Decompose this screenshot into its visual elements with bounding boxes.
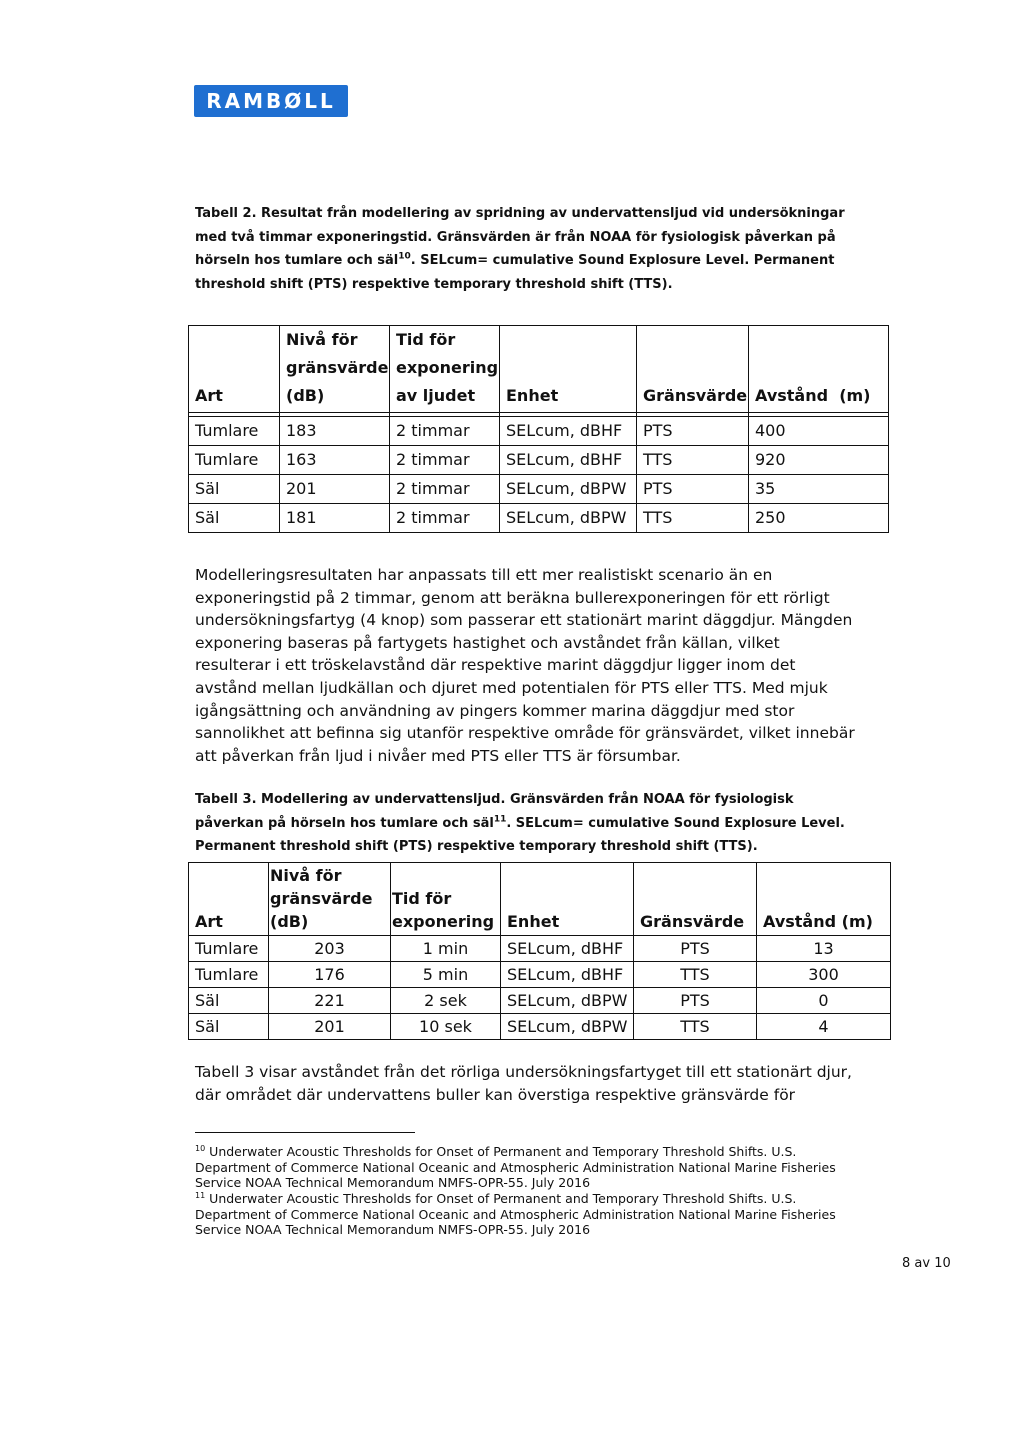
table2-header-row: [189, 326, 889, 413]
table-row: [189, 1014, 891, 1040]
cell-art: Tumlare: [189, 417, 280, 446]
cell-avstand: 35: [749, 475, 889, 504]
cell-niva: 183: [280, 417, 390, 446]
footnote-ref-11: 11: [493, 814, 507, 825]
cell-art: Säl: [189, 1014, 269, 1040]
table3-header-enhet: Enhet: [501, 863, 634, 936]
table2-caption-text-end: . SELcum= cumulative Sound Explosure Level. Permanent threshold shift (PTS) respektive temporary threshold shift (TTS).: [195, 253, 835, 292]
cell-niva: 163: [280, 446, 390, 475]
footnote-ref-10: 10: [398, 251, 411, 262]
cell-avstand: 400: [749, 417, 889, 446]
table3-header-art: Art: [189, 863, 269, 936]
cell-niva: 181: [280, 504, 390, 533]
cell-avstand: 300: [757, 962, 891, 988]
cell-gransvarde: PTS: [637, 417, 749, 446]
cell-tid: 2 timmar: [390, 446, 500, 475]
cell-enhet: SELcum, dBHF: [500, 417, 637, 446]
footnote-text: Underwater Acoustic Thresholds for Onset of Permanent and Temporary Threshold Shifts. U.S. Department of Commerce National Oceanic and Atmospheric Administration National Marine Fisheries Service NOAA Technical Memorandum NMFS-OPR-55. July 2016: [195, 1191, 836, 1238]
cell-enhet: SELcum, dBHF: [501, 936, 634, 962]
table2-header-tid: Tid för exponering av ljudet: [390, 326, 500, 413]
table2-header-art: Art: [189, 326, 280, 413]
table3-header-row: [189, 863, 891, 936]
cell-gransvarde: PTS: [637, 475, 749, 504]
cell-niva: 221: [269, 988, 391, 1014]
footnote-divider: [195, 1132, 415, 1133]
cell-enhet: SELcum, dBHF: [501, 962, 634, 988]
table3-header-avstand: Avstånd (m): [757, 863, 891, 936]
cell-tid: 2 sek: [391, 988, 501, 1014]
cell-tid: 2 timmar: [390, 417, 500, 446]
table-row: [189, 417, 889, 446]
cell-art: Tumlare: [189, 962, 269, 988]
cell-tid: 2 timmar: [390, 504, 500, 533]
table3-header-tid: Tid för exponering: [391, 863, 501, 936]
footnote-11: [195, 1191, 845, 1238]
table3-header-gransvarde: Gränsvärde: [634, 863, 757, 936]
cell-tid: 10 sek: [391, 1014, 501, 1040]
cell-gransvarde: TTS: [634, 962, 757, 988]
cell-gransvarde: PTS: [634, 988, 757, 1014]
cell-avstand: 4: [757, 1014, 891, 1040]
table3-caption-text: Tabell 3. Modellering av undervattensljud. Gränsvärden från NOAA för fysiologisk påverkan på hörseln hos tumlare och säl: [195, 792, 794, 831]
cell-art: Tumlare: [189, 446, 280, 475]
table2-caption: [195, 202, 855, 296]
footnote-number: 11: [195, 1190, 206, 1200]
page-number: 8 av 10: [902, 1256, 951, 1271]
table3-caption: [195, 788, 855, 859]
table2: [188, 325, 889, 533]
cell-art: Tumlare: [189, 936, 269, 962]
table-row: [189, 504, 889, 533]
cell-tid: 2 timmar: [390, 475, 500, 504]
cell-tid: 5 min: [391, 962, 501, 988]
cell-enhet: SELcum, dBPW: [500, 504, 637, 533]
cell-niva: 201: [269, 1014, 391, 1040]
footnote-10: [195, 1144, 845, 1191]
cell-avstand: 920: [749, 446, 889, 475]
cell-gransvarde: TTS: [637, 504, 749, 533]
table2-caption-text: Tabell 2. Resultat från modellering av spridning av undervattensljud vid undersökningar med två timmar exponeringstid. Gränsvärden är från NOAA för fysiologisk påverkan på hörseln hos tumlare och säl: [195, 206, 845, 268]
table2-header-avstand: Avstånd (m): [749, 326, 889, 413]
cell-enhet: SELcum, dBPW: [501, 1014, 634, 1040]
body-paragraph-2: Tabell 3 visar avståndet från det rörliga undersökningsfartyget till ett stationärt djur, där området där undervattens buller kan överstiga respektive gränsvärde för: [195, 1063, 852, 1104]
cell-avstand: 250: [749, 504, 889, 533]
cell-gransvarde: TTS: [634, 1014, 757, 1040]
cell-art: Säl: [189, 475, 280, 504]
cell-enhet: SELcum, dBPW: [501, 988, 634, 1014]
table-row: [189, 936, 891, 962]
table3-header-niva: Nivå för gränsvärde (dB): [269, 863, 391, 936]
table-row: [189, 475, 889, 504]
cell-enhet: SELcum, dBPW: [500, 475, 637, 504]
table2-header-gransvarde: Gränsvärde: [637, 326, 749, 413]
cell-art: Säl: [189, 988, 269, 1014]
cell-tid: 1 min: [391, 936, 501, 962]
body-paragraph-1: Modelleringsresultaten har anpassats till ett mer realistiskt scenario än en exponeringstid på 2 timmar, genom att beräkna bullerexponeringen för ett rörligt undersökningsfartyg (4 knop) som passerar ett stationärt marint däggdjur. Mängden exponering baseras på fartygets hastighet och avståndet från källan, vilket resulterar i ett tröskelavstånd där respektive marint däggdjur ligger inom det avstånd mellan ljudkällan och djuret med potentialen för PTS eller TTS. Med mjuk igångsättning och användning av pingers kommer marina däggdjur med stor sannolikhet att befinna sig utanför respektive område för gränsvärdet, vilket innebär att påverkan från ljud i nivåer med PTS eller TTS är försumbar.: [195, 566, 855, 765]
ramboll-logo: RAMBØLL: [194, 85, 348, 117]
table2-header-enhet: Enhet: [500, 326, 637, 413]
cell-niva: 176: [269, 962, 391, 988]
cell-niva: 201: [280, 475, 390, 504]
footnote-number: 10: [195, 1143, 206, 1153]
table3-caption-text-end: . SELcum= cumulative Sound Explosure Level. Permanent threshold shift (PTS) respektive temporary threshold shift (TTS).: [195, 815, 845, 854]
cell-avstand: 13: [757, 936, 891, 962]
cell-enhet: SELcum, dBHF: [500, 446, 637, 475]
table-row: [189, 962, 891, 988]
cell-niva: 203: [269, 936, 391, 962]
cell-gransvarde: TTS: [637, 446, 749, 475]
cell-gransvarde: PTS: [634, 936, 757, 962]
table-row: [189, 446, 889, 475]
table-row: [189, 988, 891, 1014]
cell-avstand: 0: [757, 988, 891, 1014]
table3: [188, 862, 891, 1040]
footnote-text: Underwater Acoustic Thresholds for Onset of Permanent and Temporary Threshold Shifts. U.S. Department of Commerce National Oceanic and Atmospheric Administration National Marine Fisheries Service NOAA Technical Memorandum NMFS-OPR-55. July 2016: [195, 1144, 836, 1191]
cell-art: Säl: [189, 504, 280, 533]
table2-header-niva: Nivå för gränsvärde (dB): [280, 326, 390, 413]
